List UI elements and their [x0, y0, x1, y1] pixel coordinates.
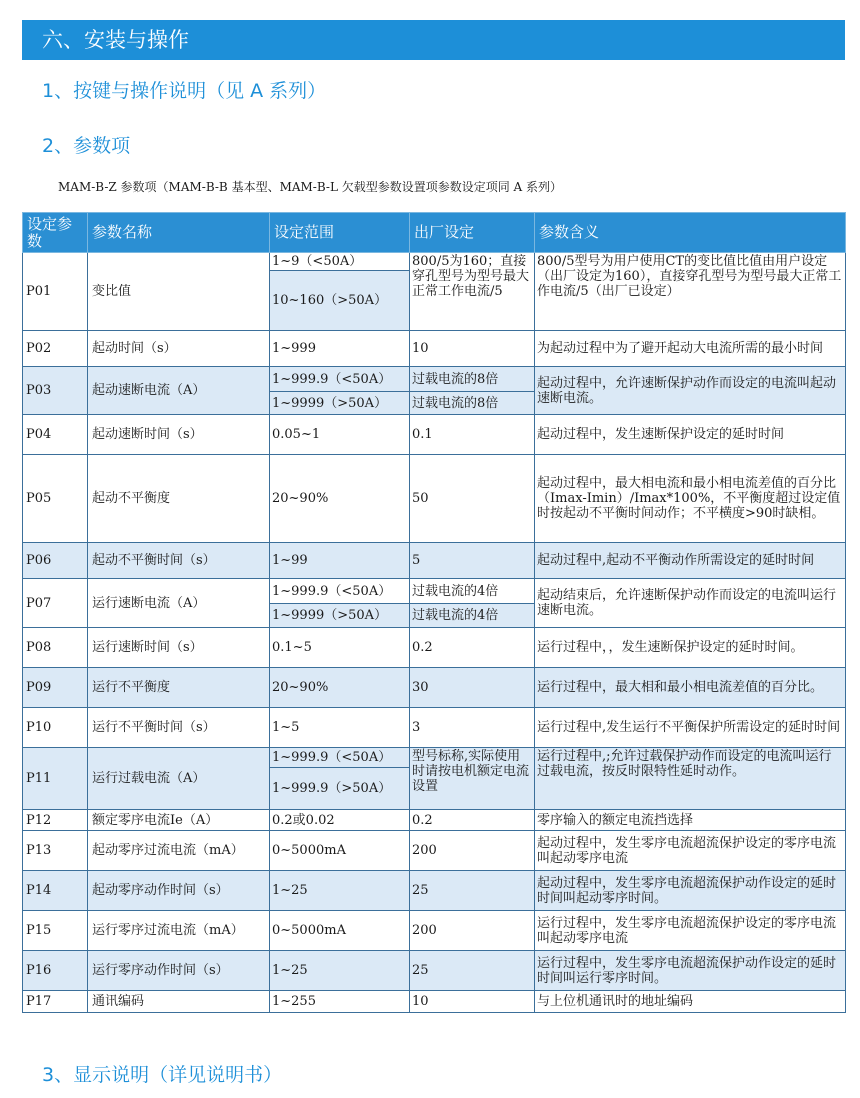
table-row	[23, 415, 846, 455]
param-factory: 200	[410, 831, 535, 871]
param-range: 0.05~1	[270, 415, 410, 455]
param-range: 20~90%	[270, 668, 410, 708]
param-range: 1~9999（>50A）	[270, 392, 410, 415]
param-code: P12	[23, 810, 88, 831]
param-meaning: 为起动过程中为了避开起动大电流所需的最小时间	[535, 331, 846, 367]
param-range: 0~5000mA	[270, 911, 410, 951]
subsection-params-title: 2、参数项	[42, 135, 131, 157]
table-row	[23, 951, 846, 991]
param-name: 运行不平衡度	[88, 668, 270, 708]
param-name: 运行不平衡时间（s）	[88, 708, 270, 748]
param-factory: 0.2	[410, 810, 535, 831]
table-row	[23, 579, 846, 604]
param-range: 1~99	[270, 543, 410, 579]
param-name: 运行零序动作时间（s）	[88, 951, 270, 991]
param-code: P04	[23, 415, 88, 455]
param-factory: 过载电流的8倍	[410, 367, 535, 392]
param-code: P05	[23, 455, 88, 543]
param-meaning: 运行过程中,发生运行不平衡保护所需设定的延时时间	[535, 708, 846, 748]
param-meaning: 800/5型号为用户使用CT的变比值比值由用户设定（出厂设定为160），直接穿孔型号为型号最大正常工作电流/5（出厂已设定）	[535, 253, 846, 331]
param-code: P11	[23, 748, 88, 810]
param-range: 1~9（<50A）	[270, 253, 410, 271]
param-meaning: 运行过程中，最大相和最小相电流差值的百分比。	[535, 668, 846, 708]
param-code: P15	[23, 911, 88, 951]
param-name: 起动不平衡时间（s）	[88, 543, 270, 579]
param-meaning: 起动过程中，发生零序电流超流保护动作设定的延时时间叫起动零序时间。	[535, 871, 846, 911]
table-row	[23, 831, 846, 871]
param-meaning: 起动过程中,起动不平衡动作所需设定的延时时间	[535, 543, 846, 579]
param-range: 0.1~5	[270, 628, 410, 668]
param-factory: 过载电流的4倍	[410, 579, 535, 604]
param-range: 1~999.9（<50A）	[270, 367, 410, 392]
table-row	[23, 668, 846, 708]
param-code: P16	[23, 951, 88, 991]
param-factory: 5	[410, 543, 535, 579]
param-meaning: 运行过程中,;允许过载保护动作而设定的电流叫运行过载电流，按反时限特性延时动作。	[535, 748, 846, 810]
param-meaning: 运行过程中，发生零序电流超流保护设定的零序电流叫起动零序电流	[535, 911, 846, 951]
param-range: 20~90%	[270, 455, 410, 543]
param-factory: 50	[410, 455, 535, 543]
param-code: P13	[23, 831, 88, 871]
header-name: 参数名称	[88, 213, 270, 253]
param-name: 起动速断时间（s）	[88, 415, 270, 455]
param-factory: 25	[410, 951, 535, 991]
param-range: 1~255	[270, 991, 410, 1013]
param-range: 1~5	[270, 708, 410, 748]
param-code: P06	[23, 543, 88, 579]
table-row	[23, 708, 846, 748]
param-range: 1~25	[270, 871, 410, 911]
param-name: 变比值	[88, 253, 270, 331]
table-row	[23, 455, 846, 543]
param-factory: 10	[410, 331, 535, 367]
parameter-table	[22, 212, 846, 1013]
param-meaning: 起动结束后，允许速断保护动作而设定的电流叫运行速断电流。	[535, 579, 846, 628]
param-factory: 30	[410, 668, 535, 708]
params-note: MAM-B-Z 参数项（MAM-B-B 基本型、MAM-B-L 欠载型参数设置项参数设定项同 A 系列）	[58, 180, 563, 194]
param-meaning: 运行过程中，发生零序电流超流保护动作设定的延时时间叫运行零序时间。	[535, 951, 846, 991]
param-factory: 10	[410, 991, 535, 1013]
param-factory: 过载电流的4倍	[410, 604, 535, 628]
param-factory: 25	[410, 871, 535, 911]
param-meaning: 起动过程中，发生速断保护设定的延时时间	[535, 415, 846, 455]
param-code: P07	[23, 579, 88, 628]
param-range: 10~160（>50A）	[270, 271, 410, 331]
param-meaning: 起动过程中，发生零序电流超流保护设定的零序电流叫起动零序电流	[535, 831, 846, 871]
param-factory: 200	[410, 911, 535, 951]
param-name: 运行速断电流（A）	[88, 579, 270, 628]
param-factory: 型号标称,实际使用时请按电机额定电流设置	[410, 748, 535, 810]
param-range: 1~999.9（<50A）	[270, 579, 410, 604]
param-code: P14	[23, 871, 88, 911]
param-range: 1~25	[270, 951, 410, 991]
param-code: P03	[23, 367, 88, 415]
table-row	[23, 331, 846, 367]
header-range: 设定范围	[270, 213, 410, 253]
section-title: 六、安装与操作	[22, 20, 845, 60]
header-code: 设定参数	[23, 213, 88, 253]
table-row	[23, 911, 846, 951]
subsection-keys-title: 1、按键与操作说明（见 A 系列）	[42, 80, 327, 102]
param-name: 运行零序过流电流（mA）	[88, 911, 270, 951]
param-range: 1~999	[270, 331, 410, 367]
param-name: 起动时间（s）	[88, 331, 270, 367]
param-meaning: 零序输入的额定电流挡选择	[535, 810, 846, 831]
param-range: 0.2或0.02	[270, 810, 410, 831]
param-factory: 800/5为160；直接穿孔型号为型号最大正常工作电流/5	[410, 253, 535, 331]
param-name: 运行速断时间（s）	[88, 628, 270, 668]
table-row	[23, 253, 846, 271]
param-code: P10	[23, 708, 88, 748]
param-meaning: 与上位机通讯时的地址编码	[535, 991, 846, 1013]
param-code: P01	[23, 253, 88, 331]
param-code: P02	[23, 331, 88, 367]
param-name: 运行过载电流（A）	[88, 748, 270, 810]
table-row	[23, 543, 846, 579]
table-row	[23, 810, 846, 831]
table-row	[23, 871, 846, 911]
table-row	[23, 367, 846, 392]
table-row	[23, 748, 846, 768]
param-range: 1~999.9（<50A）	[270, 748, 410, 768]
param-code: P17	[23, 991, 88, 1013]
header-meaning: 参数含义	[535, 213, 846, 253]
param-code: P09	[23, 668, 88, 708]
param-range: 0~5000mA	[270, 831, 410, 871]
param-range: 1~9999（>50A）	[270, 604, 410, 628]
param-name: 额定零序电流Ie（A）	[88, 810, 270, 831]
param-factory: 0.1	[410, 415, 535, 455]
param-meaning: 起动过程中，允许速断保护动作而设定的电流叫起动速断电流。	[535, 367, 846, 415]
param-factory: 0.2	[410, 628, 535, 668]
param-range: 1~999.9（>50A）	[270, 768, 410, 810]
param-meaning: 起动过程中，最大相电流和最小相电流差值的百分比（Imax-Imin）/Imax*100%，不平衡度超过设定值时按起动不平衡时间动作；不平横度>90时缺相。	[535, 455, 846, 543]
param-factory: 3	[410, 708, 535, 748]
param-name: 起动不平衡度	[88, 455, 270, 543]
param-code: P08	[23, 628, 88, 668]
param-name: 起动零序过流电流（mA）	[88, 831, 270, 871]
table-row	[23, 991, 846, 1013]
subsection-display-title: 3、显示说明（详见说明书）	[42, 1064, 283, 1086]
header-factory: 出厂设定	[410, 213, 535, 253]
param-factory: 过载电流的8倍	[410, 392, 535, 415]
param-meaning: 运行过程中，，发生速断保护设定的延时时间。	[535, 628, 846, 668]
param-name: 起动零序动作时间（s）	[88, 871, 270, 911]
param-name: 起动速断电流（A）	[88, 367, 270, 415]
param-name: 通讯编码	[88, 991, 270, 1013]
table-row	[23, 628, 846, 668]
table-header-row	[23, 213, 846, 253]
